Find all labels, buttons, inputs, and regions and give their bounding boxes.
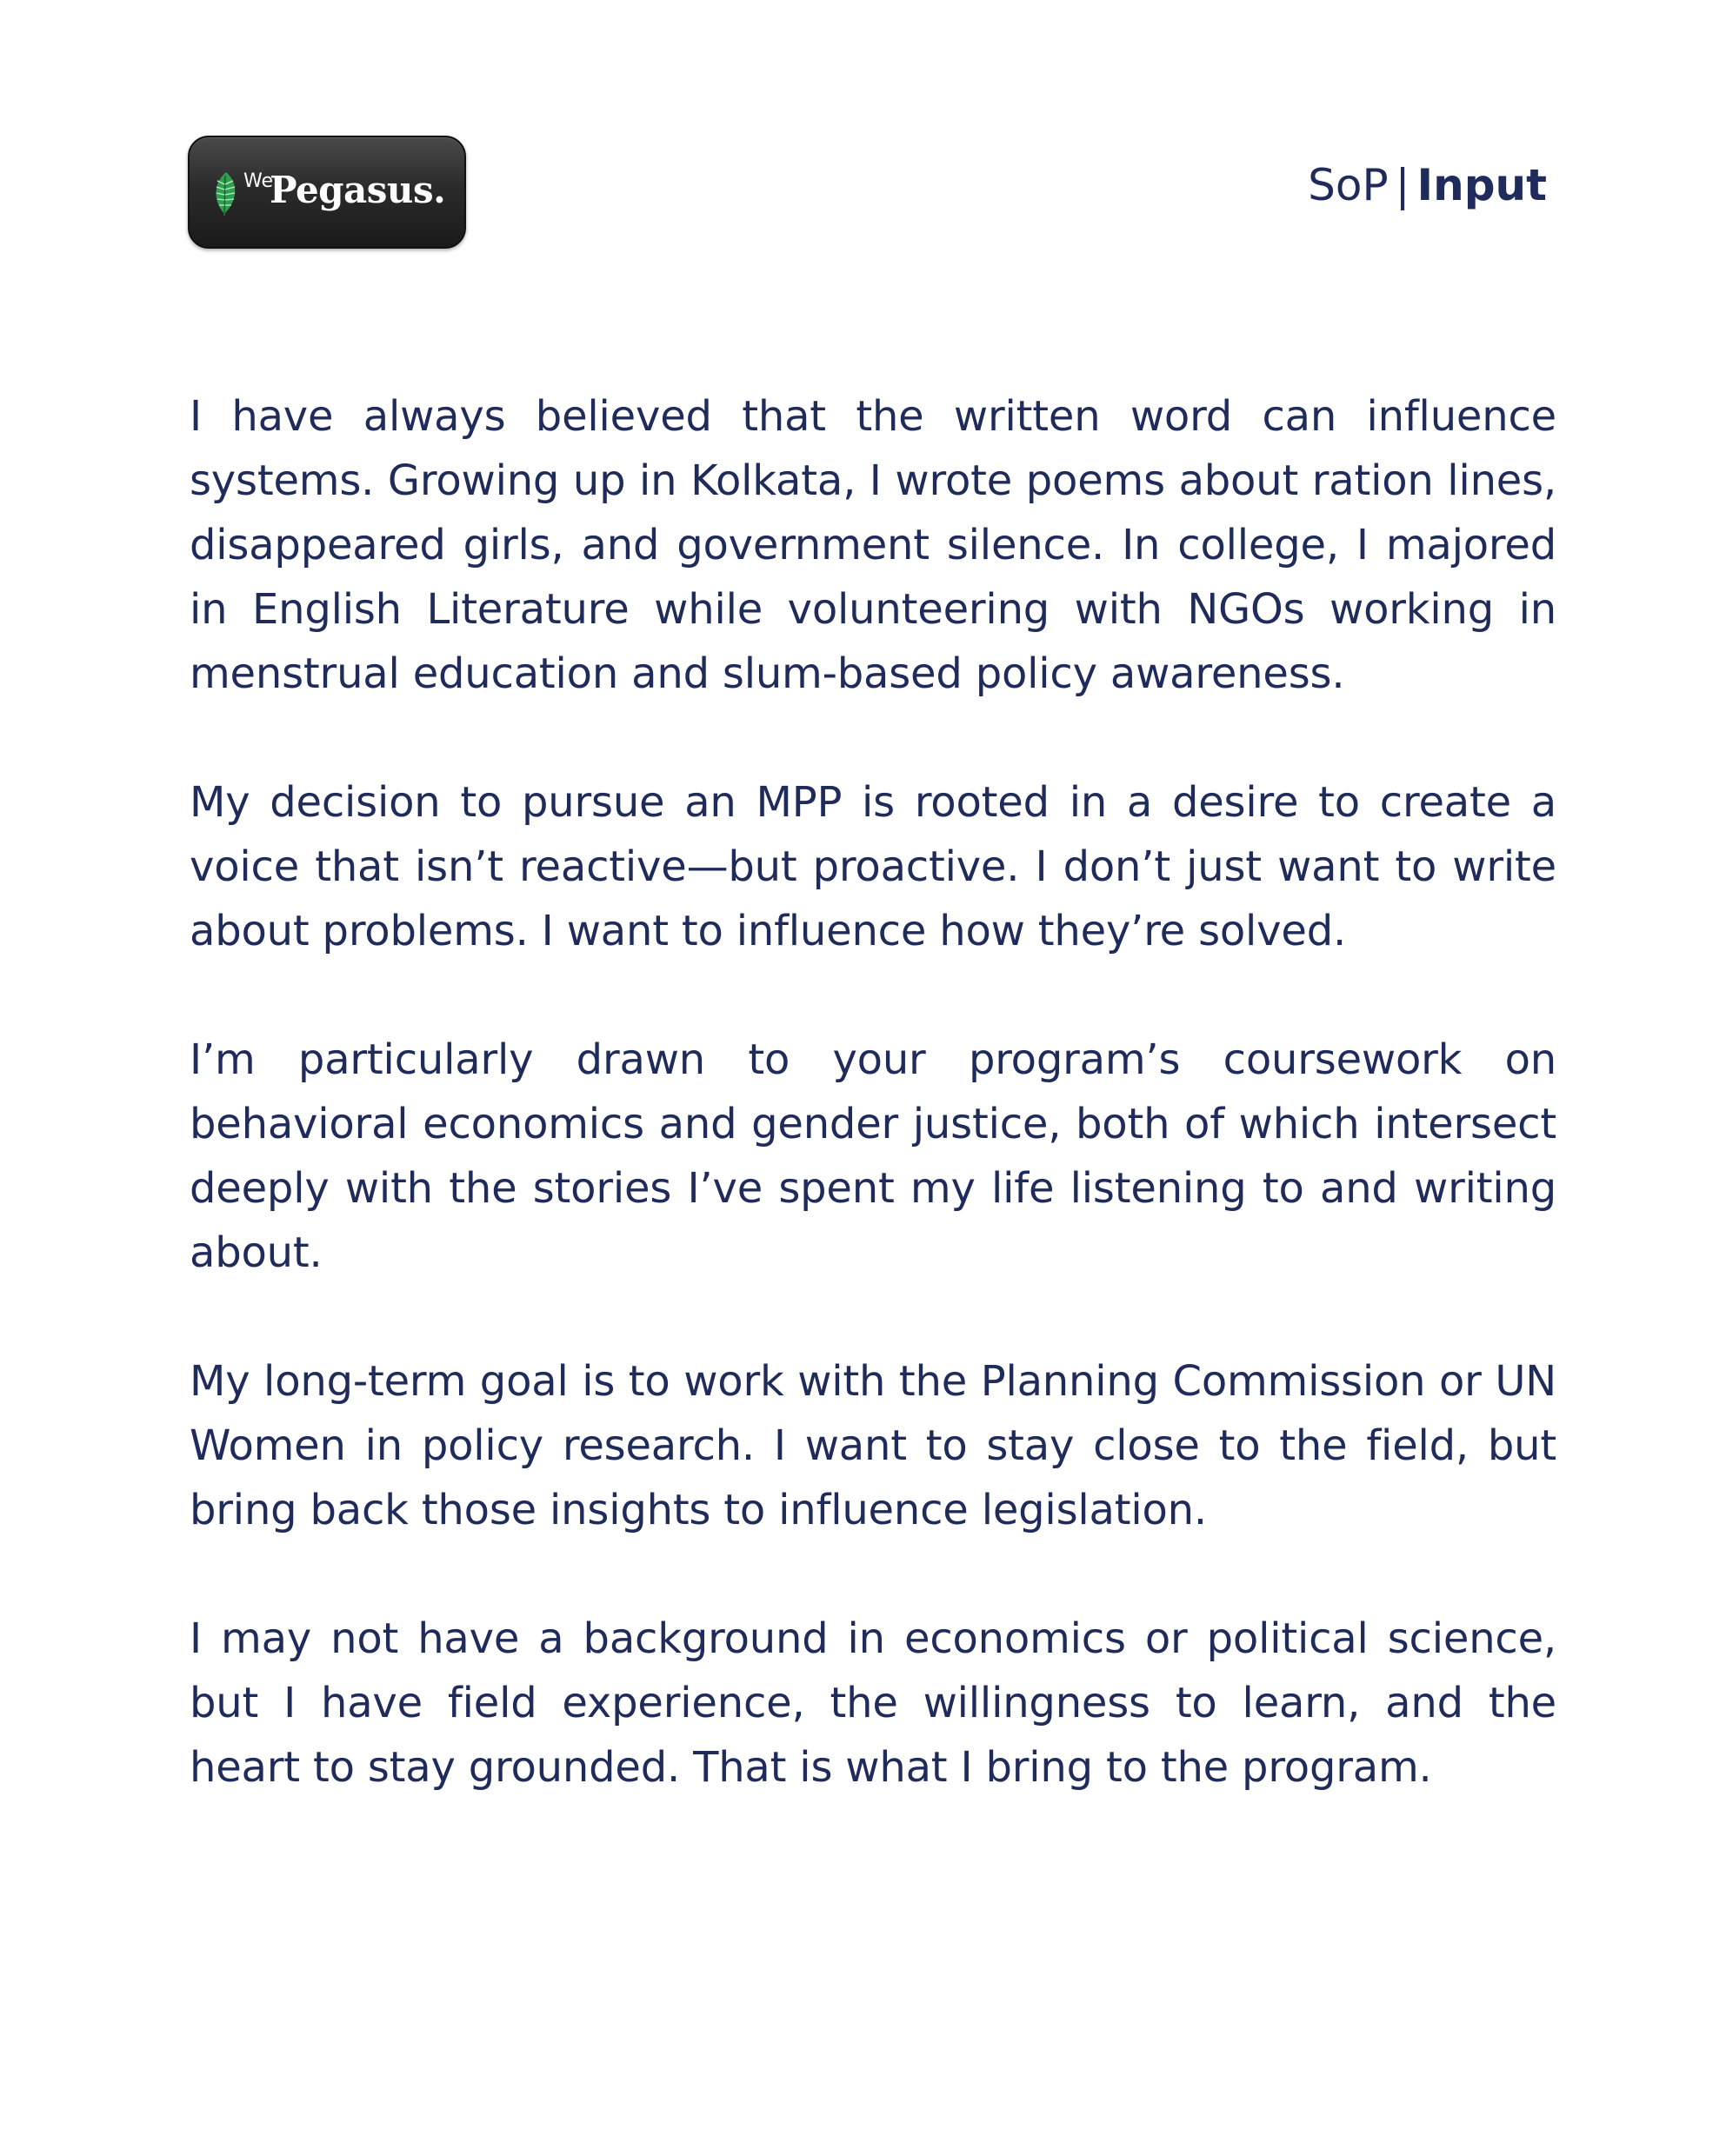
paragraph: My decision to pursue an MPP is rooted in a desire to create a voice that isn’t reactive—but proactive. I don’t just want to write about problems. I want to influence how they’re solved. bbox=[190, 778, 1556, 955]
paragraph: I have always believed that the written word can influence systems. Growing up in Kolkata, I wrote poems about ration lines, disappeared girls, and government silence. In college, I majored in English Literature while volunteering with NGOs working in menstrual education and slum-based policy awareness. bbox=[190, 392, 1556, 698]
brand-logo bbox=[188, 136, 466, 249]
leaf-icon bbox=[209, 170, 243, 217]
paragraph: I may not have a background in economics or political science, but I have field experience, the willingness to learn, and the heart to stay grounded. That is what I bring to the program. bbox=[190, 1614, 1556, 1792]
label-strong: Input bbox=[1416, 160, 1547, 210]
paragraph: My long-term goal is to work with the Planning Commission or UN Women in policy research. I want to stay close to the field, but bring back those insights to influence legislation. bbox=[190, 1357, 1556, 1534]
logo-name: Pegasus. bbox=[270, 169, 446, 211]
label-light: SoP bbox=[1308, 160, 1389, 210]
document-type-label bbox=[1308, 160, 1547, 210]
label-separator: | bbox=[1395, 160, 1410, 210]
logo-prefix: We bbox=[243, 170, 273, 192]
statement-body bbox=[190, 384, 1556, 1800]
paragraph: I’m particularly drawn to your program’s coursework on behavioral economics and gender justice, both of which intersect deeply with the stories I’ve spent my life listening to and writing about. bbox=[190, 1035, 1556, 1277]
